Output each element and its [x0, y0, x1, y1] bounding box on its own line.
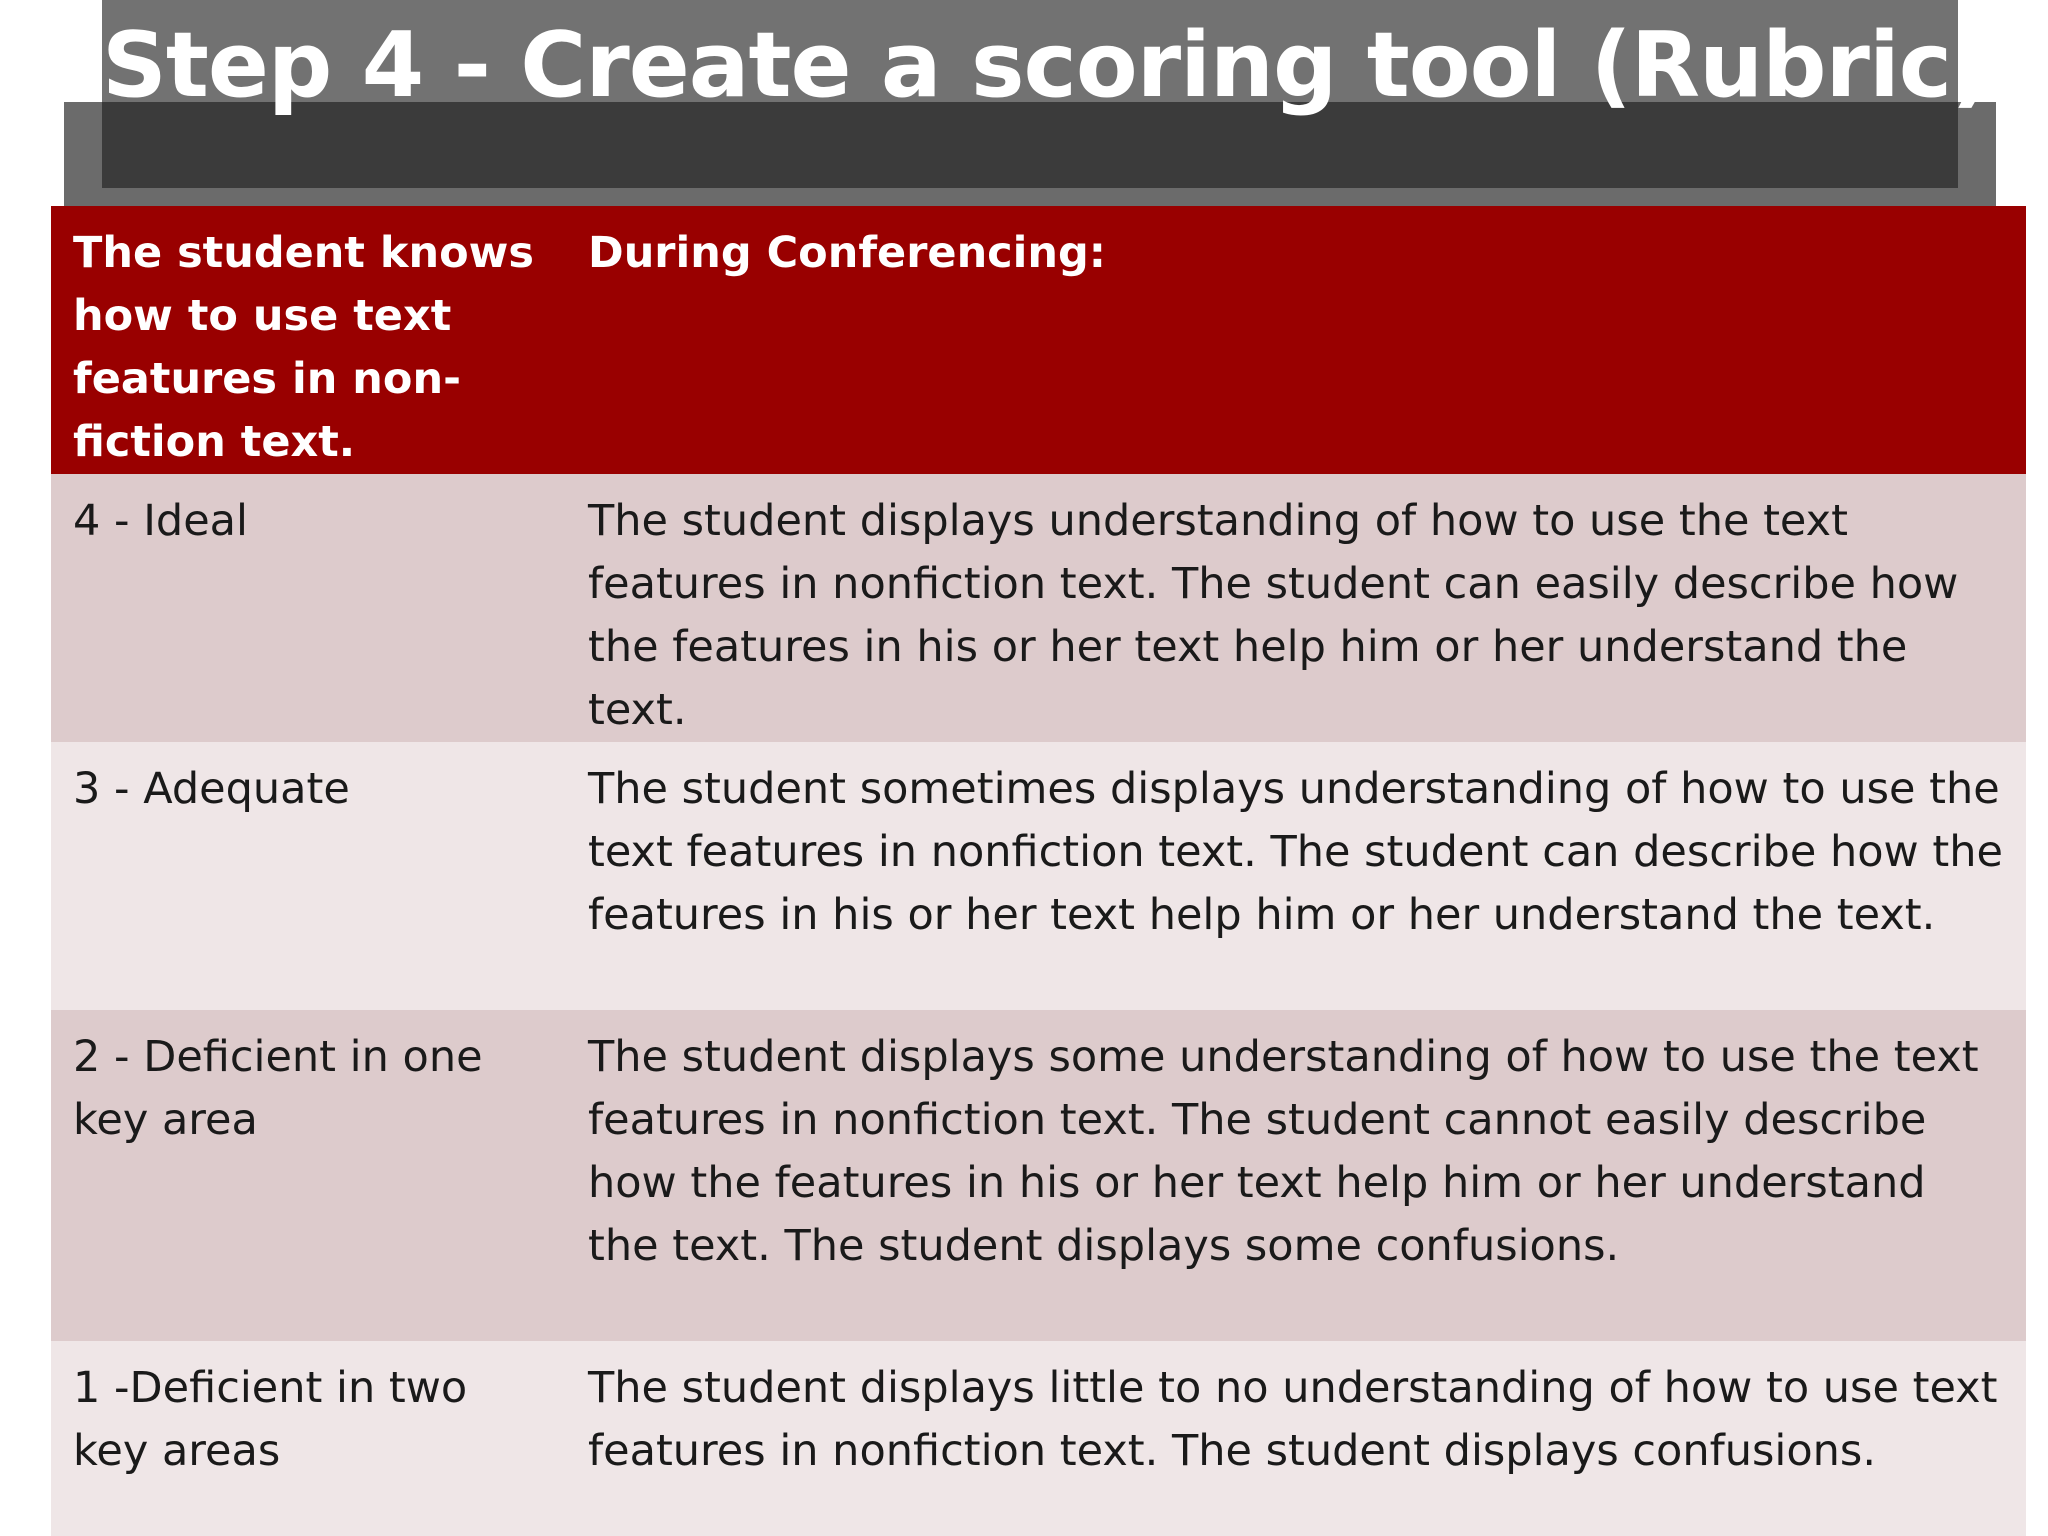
rubric-header-row: [51, 206, 2026, 474]
description-cell: The student displays little to no understanding of how to use text features in nonfiction text. The student displays confusions.: [588, 1363, 1998, 1476]
description-cell: The student displays understanding of how to use the text features in nonfiction text. The student can easily describe how the features in his or her text help him or her understand the text.: [588, 496, 1959, 735]
description-cell: The student displays some understanding of how to use the text features in nonfiction text. The student cannot easily describe how the features in his or her text help him or her understand the text. The student displays some confusions.: [588, 1032, 1979, 1271]
slide-title: Step 4 - Create a scoring tool (Rubric): [102, 13, 1992, 118]
rubric-row-ideal: [51, 474, 2026, 742]
rubric-row-deficient-two: [51, 1341, 2026, 1536]
level-cell: 3 - Adequate: [73, 764, 350, 814]
description-header: During Conferencing:: [588, 228, 1106, 278]
criterion-header: The student knows how to use text features in non-fiction text.: [73, 228, 534, 467]
rubric-table: [51, 206, 2026, 1536]
description-cell: The student sometimes displays understanding of how to use the text features in nonfiction text. The student can describe how the features in his or her text help him or her understand the text.: [588, 764, 2003, 940]
level-cell: 4 - Ideal: [73, 496, 248, 546]
rubric-row-deficient-one: [51, 1010, 2026, 1341]
level-cell: 2 - Deficient in one key area: [73, 1032, 483, 1145]
level-cell: 1 -Deficient in two key areas: [73, 1363, 468, 1476]
rubric-row-adequate: [51, 742, 2026, 1010]
